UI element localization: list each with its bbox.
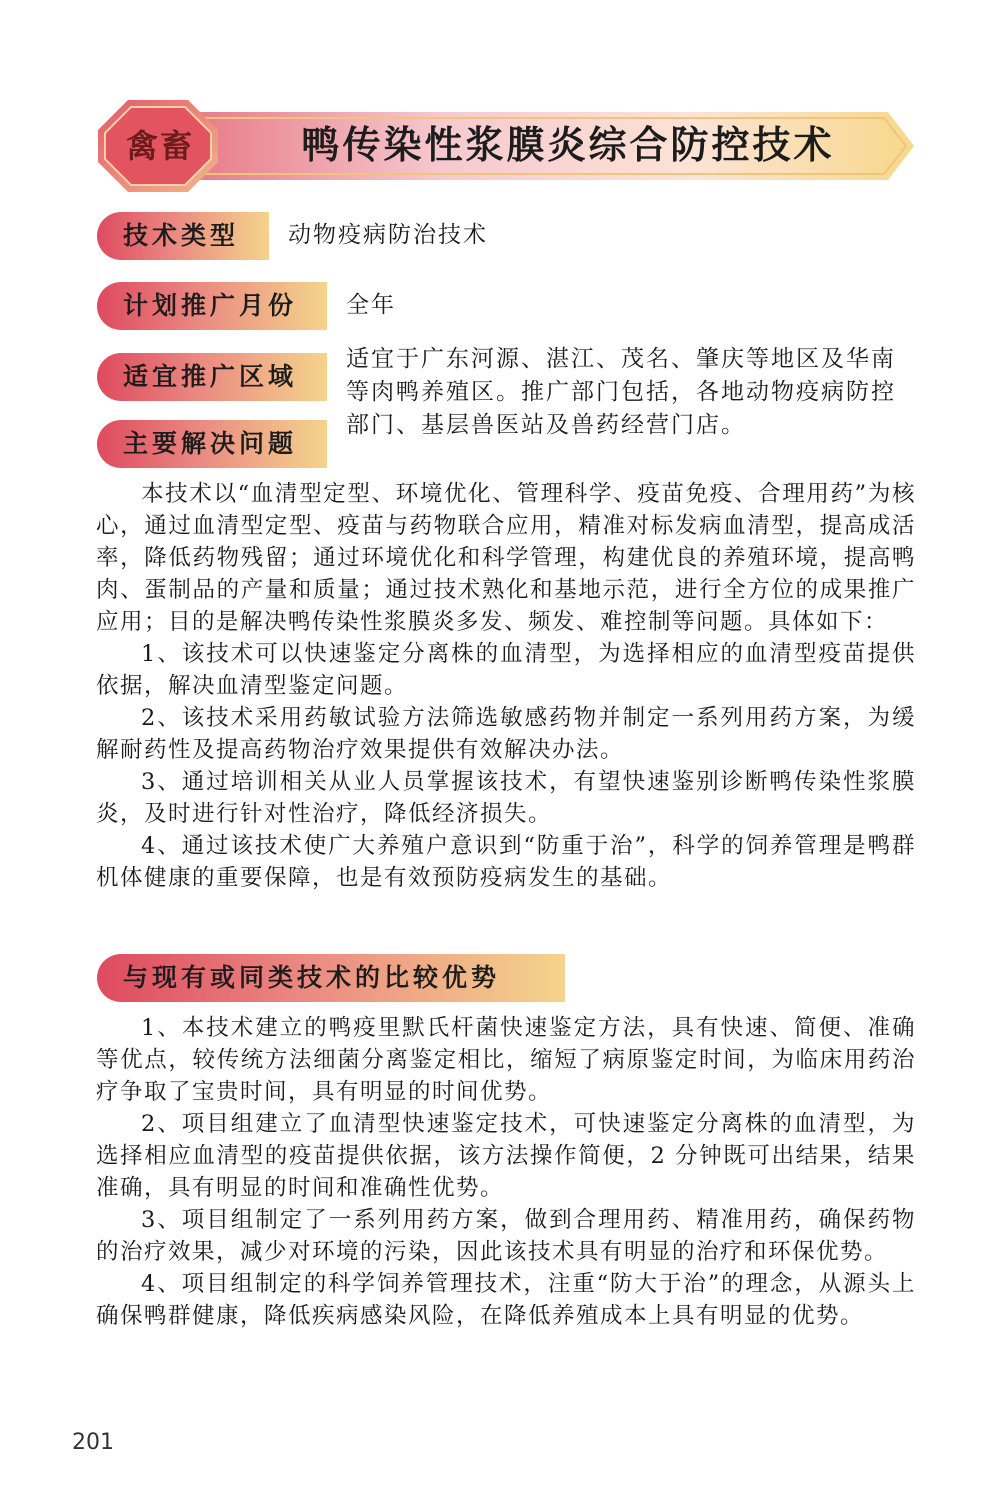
region-label: 适宜推广区域: [97, 353, 327, 401]
title-banner: [98, 100, 916, 192]
tech-type-label: 技术类型: [97, 212, 269, 260]
problems-item: 3、通过培训相关从业人员掌握该技术，有望快速鉴别诊断鸭传染性浆膜炎，及时进行针对性治疗，降低经济损失。: [96, 769, 916, 827]
month-label: 计划推广月份: [97, 282, 327, 330]
problems-item: 1、该技术可以快速鉴定分离株的血清型，为选择相应的血清型疫苗提供依据，解决血清型鉴定问题。: [96, 641, 916, 699]
problems-intro: 本技术以“血清型定型、环境优化、管理科学、疫苗免疫、合理用药”为核心，通过血清型定型、疫苗与药物联合应用，精准对标发病血清型，提高成活率，降低药物残留；通过环境优化和科学管理，构建优良的养殖环境，提高鸭肉、蛋制品的产量和质量；通过技术熟化和基地示范，进行全方位的成果推广应用；目的是解决鸭传染性浆膜炎多发、频发、难控制等问题。具体如下：: [96, 481, 916, 635]
problem-label: 主要解决问题: [97, 420, 327, 468]
page-title: 鸭传染性浆膜炎综合防控技术: [301, 123, 835, 167]
page-number: 201: [72, 1430, 114, 1455]
advantage-item: 3、项目组制定了一系列用药方案，做到合理用药、精准用药，确保药物的治疗效果，减少对环境的污染，因此该技术具有明显的治疗和环保优势。: [96, 1207, 916, 1265]
region-value: 适宜于广东河源、湛江、茂名、肇庆等地区及华南等肉鸭养殖区。推广部门包括，各地动物疫病防控部门、基层兽医站及兽药经营门店。: [346, 346, 896, 438]
problems-section: [96, 478, 916, 894]
tech-type-value: 动物疫病防治技术: [288, 222, 488, 248]
advantage-item: 4、项目组制定的科学饲养管理技术，注重“防大于治”的理念，从源头上确保鸭群健康，降低疾病感染风险，在降低养殖成本上具有明显的优势。: [96, 1271, 916, 1329]
advantages-section: [96, 1012, 916, 1332]
advantages-label: 与现有或同类技术的比较优势: [97, 954, 565, 1002]
category-label: 禽畜: [125, 127, 194, 165]
problems-item: 2、该技术采用药敏试验方法筛选敏感药物并制定一系列用药方案，为缓解耐药性及提高药物治疗效果提供有效解决办法。: [96, 705, 916, 763]
problems-item: 4、通过该技术使广大养殖户意识到“防重于治”，科学的饲养管理是鸭群机体健康的重要保障，也是有效预防疫病发生的基础。: [96, 833, 916, 891]
month-value: 全年: [346, 292, 396, 318]
advantage-item: 2、项目组建立了血清型快速鉴定技术，可快速鉴定分离株的血清型，为选择相应血清型的疫苗提供依据，该方法操作简便，2 分钟既可出结果，结果准确，具有明显的时间和准确性优势。: [96, 1111, 916, 1201]
advantage-item: 1、本技术建立的鸭疫里默氏杆菌快速鉴定方法，具有快速、简便、准确等优点，较传统方法细菌分离鉴定相比，缩短了病原鉴定时间，为临床用药治疗争取了宝贵时间，具有明显的时间优势。: [96, 1015, 916, 1105]
